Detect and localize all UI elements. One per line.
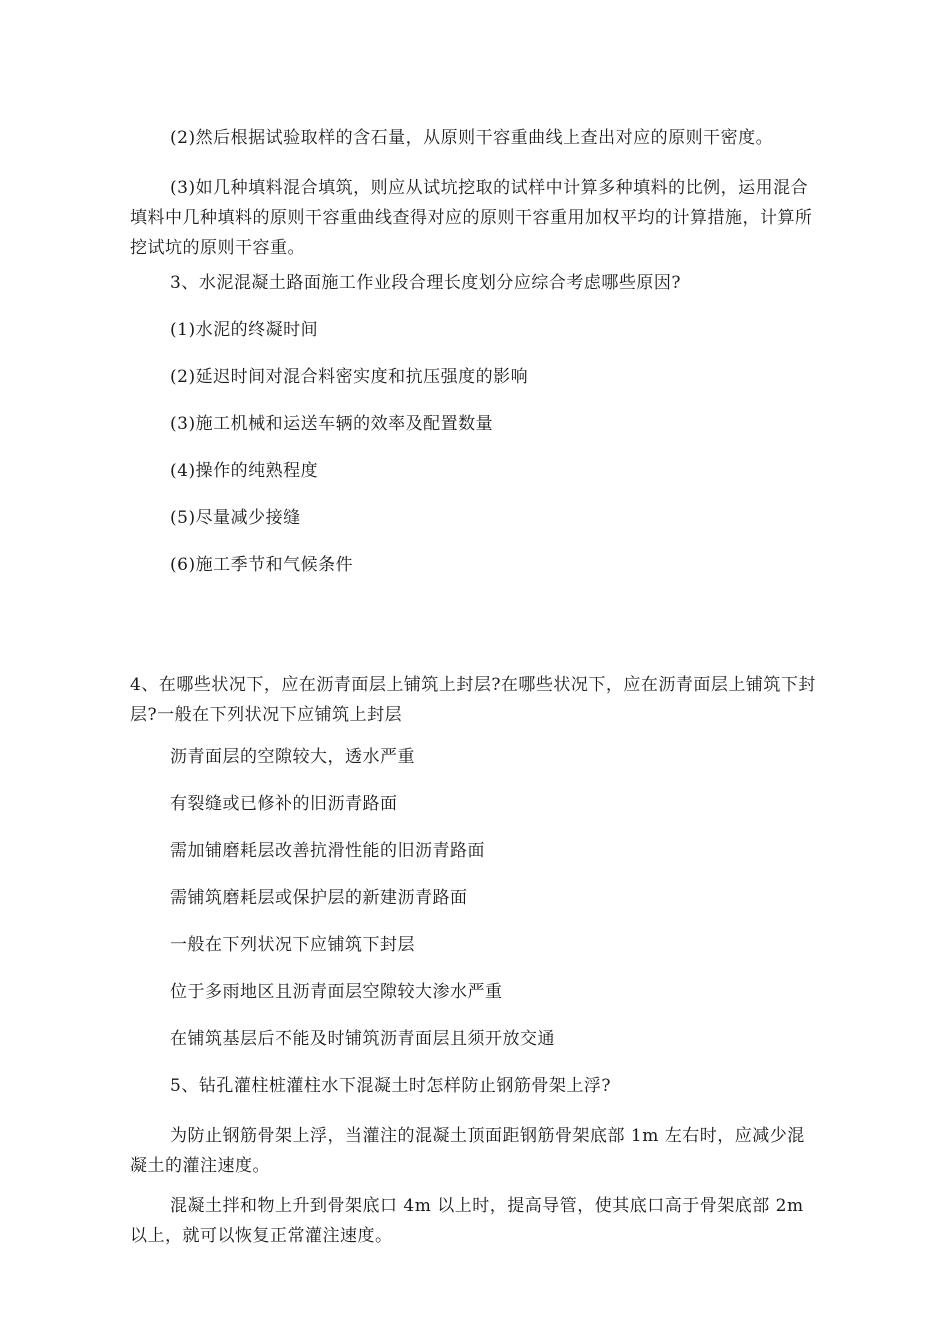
answer-4-line-4: 需铺筑磨耗层或保护层的新建沥青路面 xyxy=(170,888,468,908)
answer-3-item-2: (2)延迟时间对混合料密实度和抗压强度的影响 xyxy=(170,367,529,387)
paragraph-2-standard-density: (2)然后根据试验取样的含石量，从原则干容重曲线上查出对应的原则干密度。 xyxy=(170,128,774,148)
answer-3-item-6: (6)施工季节和气候条件 xyxy=(170,555,354,575)
answer-5-paragraph-1: 为防止钢筋骨架上浮，当灌注的混凝土顶面距钢筋骨架底部 1m 左右时，应减少混凝土的灌注速度。 xyxy=(130,1126,805,1176)
answer-3-item-3: (3)施工机械和运送车辆的效率及配置数量 xyxy=(170,414,494,434)
question-3-heading: 3、水泥混凝土路面施工作业段合理长度划分应综合考虑哪些原因? xyxy=(170,273,681,293)
question-4-heading: 4、在哪些状况下，应在沥青面层上铺筑上封层?在哪些状况下，应在沥青面层上铺筑下封层?一般在下列状况下应铺筑上封层 xyxy=(130,675,816,725)
answer-4-line-1: 沥青面层的空隙较大，透水严重 xyxy=(170,747,415,767)
answer-4-line-7: 在铺筑基层后不能及时铺筑沥青面层且须开放交通 xyxy=(170,1029,555,1049)
answer-5-paragraph-2: 混凝土拌和物上升到骨架底口 4m 以上时，提高导管，使其底口高于骨架底部 2m 以上，就可以恢复正常灌注速度。 xyxy=(130,1196,804,1246)
answer-3-item-4: (4)操作的纯熟程度 xyxy=(170,461,319,481)
answer-3-item-5: (5)尽量减少接缝 xyxy=(170,508,301,528)
answer-3-item-1: (1)水泥的终凝时间 xyxy=(170,320,319,340)
paragraph-3-mixed-fill: (3)如几种填料混合填筑，则应从试坑挖取的试样中计算多种填料的比例，运用混合填料中几种填料的原则干容重曲线查得对应的原则干容重用加权平均的计算措施，计算所挖试坑的原则干容重。 xyxy=(130,178,813,258)
answer-4-line-2: 有裂缝或已修补的旧沥青路面 xyxy=(170,794,398,814)
answer-4-line-6: 位于多雨地区且沥青面层空隙较大渗水严重 xyxy=(170,982,503,1002)
answer-4-line-5: 一般在下列状况下应铺筑下封层 xyxy=(170,935,415,955)
answer-4-line-3: 需加铺磨耗层改善抗滑性能的旧沥青路面 xyxy=(170,841,485,861)
question-5-heading: 5、钻孔灌柱桩灌柱水下混凝土时怎样防止钢筋骨架上浮? xyxy=(170,1076,611,1096)
